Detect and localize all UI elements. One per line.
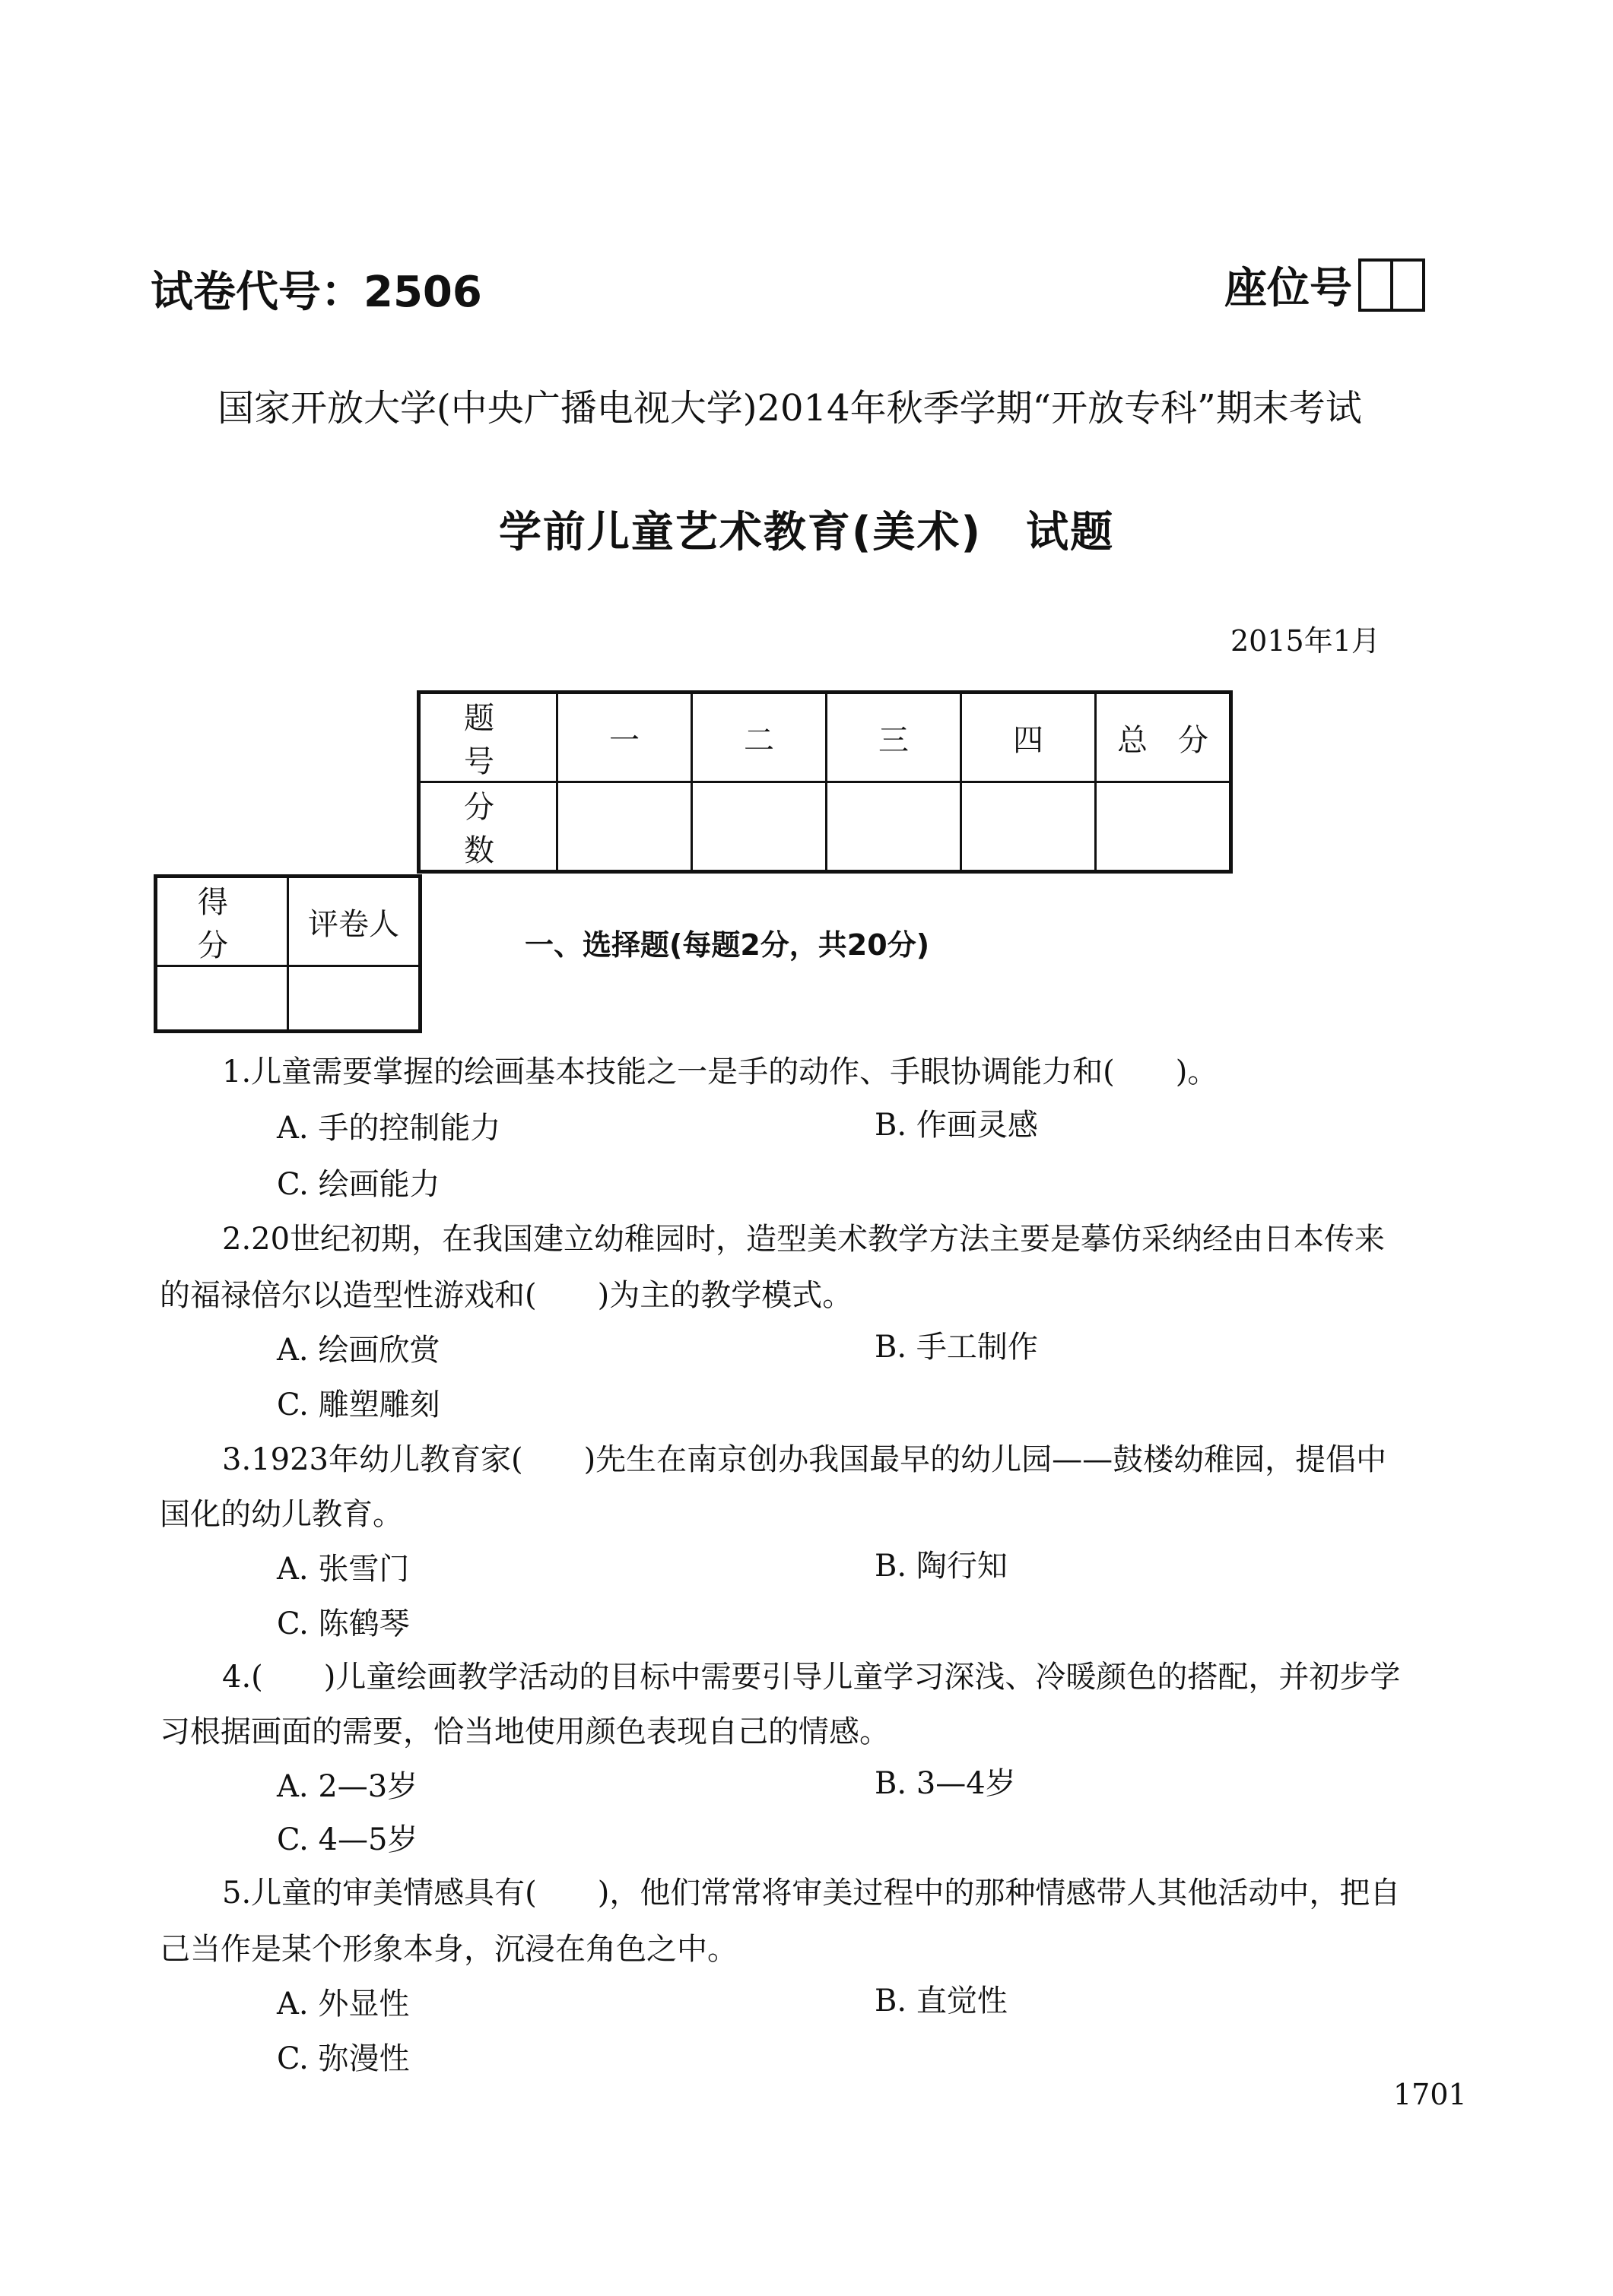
row-label-score: 分 数 — [419, 782, 557, 872]
question-1-option-b: B. 作画灵感 — [875, 1108, 1038, 1143]
question-3-line-1: 3.1923年幼儿教育家( )先生在南京创办我国最早的幼儿园——鼓楼幼稚园，提倡中 — [222, 1442, 1387, 1477]
seat-box — [1390, 262, 1422, 309]
grader-header: 评卷人 — [288, 877, 421, 966]
column-header: 四 — [961, 693, 1096, 782]
question-1-option-a: A. 手的控制能力 — [277, 1111, 501, 1146]
row-label-question-number: 题 号 — [419, 693, 557, 782]
section-title: 一、选择题(每题2分，共20分) — [525, 928, 930, 962]
exam-date: 2015年1月 — [1230, 624, 1380, 658]
seat-number — [1224, 255, 1425, 316]
page-number: 1701 — [1393, 2078, 1467, 2111]
question-2-line-2: 的福禄倍尔以造型性游戏和( )为主的教学模式。 — [160, 1278, 853, 1313]
column-header-total: 总 分 — [1096, 693, 1231, 782]
column-header: 三 — [827, 693, 961, 782]
question-3-line-2: 国化的幼儿教育。 — [160, 1497, 403, 1532]
grader-table — [154, 874, 422, 1033]
seat-box — [1361, 262, 1390, 309]
question-2-line-1: 2.20世纪初期，在我国建立幼稚园时，造型美术教学方法主要是摹仿采纳经由日本传来 — [222, 1222, 1386, 1257]
question-2-option-a: A. 绘画欣赏 — [277, 1333, 440, 1368]
subject-title: 学前儿童艺术教育(美术) 试题 — [498, 508, 1115, 557]
exam-title: 国家开放大学(中央广播电视大学)2014年秋季学期“开放专科”期末考试 — [218, 387, 1362, 430]
table-row — [156, 966, 421, 1032]
column-header: 二 — [692, 693, 827, 782]
score-cell[interactable] — [692, 782, 827, 872]
seat-label: 座位号 — [1224, 264, 1352, 313]
score-cell[interactable] — [156, 966, 288, 1032]
question-5-option-b: B. 直觉性 — [875, 1984, 1008, 2019]
question-4-option-b: B. 3—4岁 — [875, 1766, 1016, 1801]
column-header: 一 — [557, 693, 692, 782]
score-cell-total[interactable] — [1096, 782, 1231, 872]
question-5-option-a: A. 外显性 — [277, 1987, 410, 2022]
question-3-option-a: A. 张雪门 — [277, 1552, 410, 1587]
table-row — [419, 782, 1231, 872]
score-cell[interactable] — [557, 782, 692, 872]
question-4-option-c: C. 4—5岁 — [277, 1822, 418, 1857]
question-2-option-b: B. 手工制作 — [875, 1330, 1038, 1365]
table-row — [156, 877, 421, 966]
score-cell[interactable] — [827, 782, 961, 872]
question-5-line-1: 5.儿童的审美情感具有( )，他们常常将审美过程中的那种情感带人其他活动中，把自 — [222, 1876, 1401, 1911]
grader-cell[interactable] — [288, 966, 421, 1032]
question-5-option-c: C. 弥漫性 — [277, 2041, 410, 2076]
score-header: 得 分 — [156, 877, 288, 966]
question-2-option-c: C. 雕塑雕刻 — [277, 1387, 440, 1422]
seat-boxes — [1358, 258, 1425, 312]
score-table — [417, 690, 1233, 874]
question-4-option-a: A. 2—3岁 — [277, 1769, 418, 1804]
question-4-line-2: 习根据画面的需要，恰当地使用颜色表现自己的情感。 — [160, 1714, 890, 1749]
question-3-option-b: B. 陶行知 — [875, 1549, 1008, 1584]
question-4-line-1: 4.( )儿童绘画教学活动的目标中需要引导儿童学习深浅、冷暖颜色的搭配，并初步学 — [222, 1660, 1401, 1695]
score-cell[interactable] — [961, 782, 1096, 872]
question-3-option-c: C. 陈鹤琴 — [277, 1606, 410, 1641]
paper-code: 试卷代号：2506 — [151, 268, 482, 317]
table-row — [419, 693, 1231, 782]
question-1-line-1: 1.儿童需要掌握的绘画基本技能之一是手的动作、手眼协调能力和( )。 — [222, 1054, 1218, 1089]
question-1-option-c: C. 绘画能力 — [277, 1167, 440, 1202]
question-5-line-2: 己当作是某个形象本身，沉浸在角色之中。 — [160, 1932, 738, 1967]
